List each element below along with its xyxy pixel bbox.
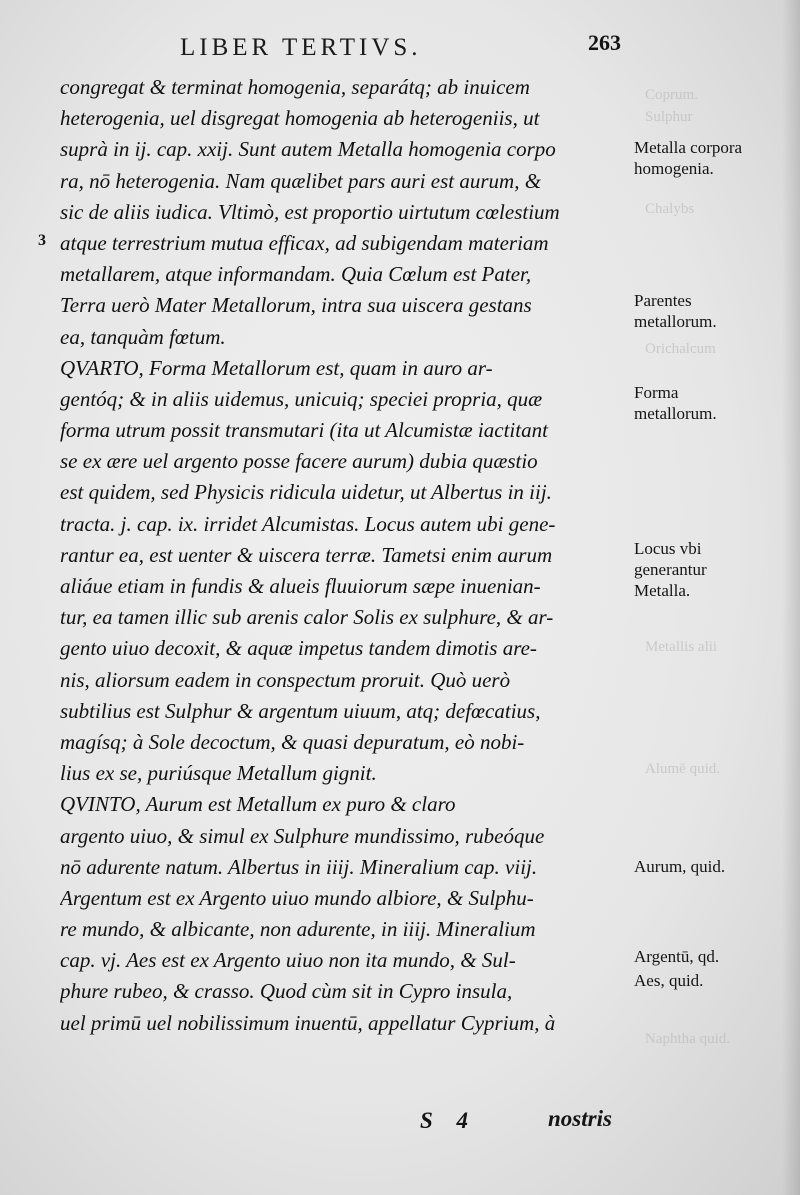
text-line: nō adurente natum. Albertus in iiij. Mineralium cap. viij. <box>60 854 538 879</box>
margin-note: Locus vbi generantur Metalla. <box>634 539 707 600</box>
text-line: lius ex se, puriúsque Metallum gignit. <box>60 761 377 786</box>
margin-note: Argentū, qd. <box>634 947 720 966</box>
text-line: metallarem, atque informandam. Quia Cœlum est Pater, <box>60 262 532 287</box>
text-line: se ex ære uel argento posse facere aurum) dubia quæstio <box>60 449 538 474</box>
text-line: congregat & terminat homogenia, separátq; ab inuicem <box>60 75 530 99</box>
signature-mark: S 4 <box>420 1108 469 1133</box>
text-line: rantur ea, est uenter & uiscera terræ. Tametsi enim aurum <box>60 542 553 567</box>
bleed-through-text: Sulphur <box>645 109 693 125</box>
text-line: gentóq; & in aliis uidemus, unicuiq; speciei propria, quæ <box>60 386 543 411</box>
bleed-through-text: Orichalcum <box>645 341 716 357</box>
page-edge-shadow <box>782 0 800 1195</box>
text-line: Terra uerò Mater Metallorum, intra sua uiscera gestans <box>60 293 532 318</box>
page-number: 263 <box>588 30 621 55</box>
text-line: est quidem, sed Physicis ridicula uidetur, ut Albertus in iij. <box>60 480 552 505</box>
verse-mark: 3 <box>38 232 46 249</box>
text-line: tur, ea tamen illic sub arenis calor Solis ex sulphure, & ar- <box>60 605 554 630</box>
margin-note: Forma metallorum. <box>634 383 717 423</box>
catchword: nostris <box>548 1106 612 1131</box>
margin-note: Metalla corpora homogenia. <box>634 138 743 178</box>
running-head: LIBER TERTIVS. <box>180 34 422 61</box>
text-line: ra, nō heterogenia. Nam quælibet pars auri est aurum, & <box>60 168 542 193</box>
bleed-through-text: Metallis alii <box>645 639 718 655</box>
text-line: gento uiuo decoxit, & aquæ impetus tandem dimotis are- <box>60 636 537 661</box>
bleed-through-text: Chalybs <box>645 201 695 217</box>
text-line: argento uiuo, & simul ex Sulphure mundissimo, rubeóque <box>60 823 545 848</box>
text-line: forma utrum possit transmutari (ita ut Alcumistæ iactitant <box>60 418 548 443</box>
text-line: magísq; à Sole decoctum, & quasi depuratum, eò nobi- <box>60 729 525 754</box>
text-line: suprà in ij. cap. xxij. Sunt autem Metalla homogenia corpo <box>60 137 556 162</box>
text-line: re mundo, & albicante, non adurente, in iiij. Mineralium <box>60 917 536 942</box>
margin-note: Aurum, quid. <box>634 857 726 876</box>
text-line: Argentum est ex Argento uiuo mundo albiore, & Sulphu- <box>60 885 534 910</box>
text-line: cap. vj. Aes est ex Argento uiuo non ita mundo, & Sul- <box>60 948 516 973</box>
text-line: subtilius est Sulphur & argentum uiuum, atq; defœcatius, <box>60 698 541 723</box>
bleed-through-text: Coprum. <box>645 87 698 103</box>
text-line: ea, tanquàm fœtum. <box>60 324 226 349</box>
bleed-through-text: Alumē quid. <box>645 761 720 777</box>
text-line: uel primū uel nobilissimum inuentū, appellatur Cyprium, à <box>60 1010 556 1035</box>
text-line: QVINTO, Aurum est Metallum ex puro & claro <box>60 792 456 817</box>
body-text <box>60 72 626 1039</box>
text-line: phure rubeo, & crasso. Quod cùm sit in Cypro insula, <box>60 979 513 1004</box>
text-line: aliáue etiam in fundis & alueis fluuiorum sæpe inuenian- <box>60 574 541 598</box>
text-line: atque terrestrium mutua efficax, ad subigendam materiam <box>60 230 549 255</box>
text-line: nis, aliorsum eadem in conspectum proruit. Quò uerò <box>60 667 511 692</box>
text-line: sic de aliis iudica. Vltimò, est proportio uirtutum cœlestium <box>60 199 560 224</box>
bleed-through-text: Naphtha quid. <box>645 1031 730 1047</box>
text-line: heterogenia, uel disgregat homogenia ab heterogeniis, ut <box>60 106 540 131</box>
text-line: QVARTO, Forma Metallorum est, quam in auro ar- <box>60 355 493 380</box>
margin-note: Aes, quid. <box>634 971 704 990</box>
margin-note: Parentes metallorum. <box>634 291 717 331</box>
text-line: tracta. j. cap. ix. irridet Alcumistas. Locus autem ubi gene- <box>60 511 556 536</box>
